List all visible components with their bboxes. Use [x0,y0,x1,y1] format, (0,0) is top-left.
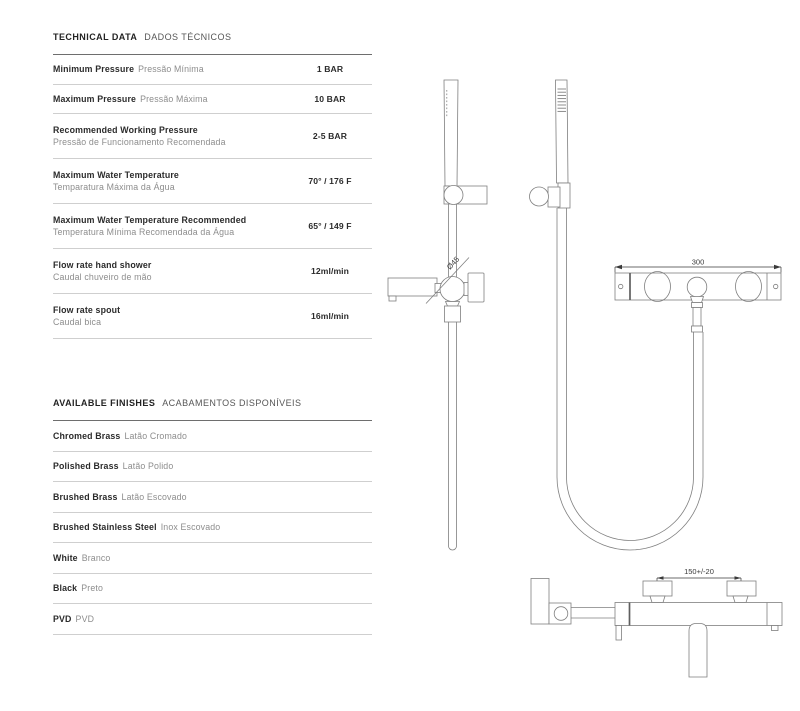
row-label-pt: Pressão Máxima [140,93,208,104]
available-finishes-title [53,396,372,410]
table-row [53,85,372,115]
finish-label-pt: Preto [81,583,104,593]
row-label-en: Flow rate hand shower [53,259,152,270]
finish-label-en: Black [53,583,78,593]
row-value: 1 BAR [316,64,344,75]
finish-label-pt: Branco [81,552,111,563]
row-label-en: Maximum Water Temperature [53,169,179,180]
finish-row [53,513,372,544]
drawings-svg [380,55,800,705]
row-value: 2-5 BAR [312,131,348,141]
row-label-pt: Pressão de Funcionamento Recomendada [53,137,226,147]
finish-label-en: Chromed Brass [53,430,121,441]
finish-row [53,482,372,513]
bar-top-view-drawing [615,258,781,333]
section-title-pt: ACABAMENTOS DISPONÍVEIS [162,398,302,408]
dimension-label-diameter: Ø45 [444,254,462,272]
row-label-en: Flow rate spout [53,304,121,315]
side-view-drawing [530,80,704,550]
row-value: 10 BAR [314,93,346,104]
finish-label-pt: PVD [75,613,95,624]
bath-mixer-side-drawing [531,567,782,677]
row-label-en: Minimum Pressure [53,64,135,74]
finish-label-en: PVD [53,613,72,624]
table-row [53,204,372,249]
technical-drawings [380,55,800,705]
row-label-pt: Caudal chuveiro de mão [53,272,152,282]
available-finishes-section [53,396,372,635]
finish-label-en: White [53,552,78,563]
table-row [53,294,372,339]
row-label-pt: Temperatura Mínima Recomendada da Água [53,227,235,237]
technical-data-section [53,30,372,339]
dimension-label-bar-width: 300 [691,257,705,267]
row-label-en: Maximum Water Temperature Recommended [53,214,247,225]
section-title-en: AVAILABLE FINISHES [53,398,156,408]
row-label-pt: Caudal bica [53,317,102,327]
finish-label-pt: Latão Escovado [121,491,187,502]
finish-label-en: Polished Brass [53,461,119,471]
finish-label-pt: Inox Escovado [160,522,221,532]
row-value: 12ml/min [310,266,350,276]
row-value: 65° / 149 F [308,221,352,231]
finish-label-en: Brushed Brass [53,491,118,502]
finish-row [53,574,372,605]
row-label-pt: Temparatura Máxima da Água [53,182,175,192]
row-value: 70° / 176 F [308,176,352,186]
dimension-label-inlet-spacing: 150+/-20 [684,567,714,576]
finish-label-en: Brushed Stainless Steel [53,522,157,532]
finish-row [53,421,372,452]
spec-tables-column [53,30,372,635]
finish-row [53,604,372,635]
finish-label-pt: Latão Cromado [124,430,188,441]
table-row [53,249,372,294]
finish-row [53,543,372,574]
row-value: 16ml/min [310,311,350,321]
row-label-pt: Pressão Mínima [138,64,204,74]
finish-label-pt: Latão Polido [122,461,174,471]
row-label-en: Recommended Working Pressure [53,124,198,135]
technical-data-title [53,30,372,44]
table-row [53,114,372,159]
table-row [53,55,372,85]
section-title-pt: DADOS TÉCNICOS [144,32,232,42]
front-view-drawing [388,80,487,550]
finish-row [53,452,372,483]
row-label-en: Maximum Pressure [53,93,137,104]
section-title-en: TECHNICAL DATA [53,32,138,42]
table-row [53,159,372,204]
